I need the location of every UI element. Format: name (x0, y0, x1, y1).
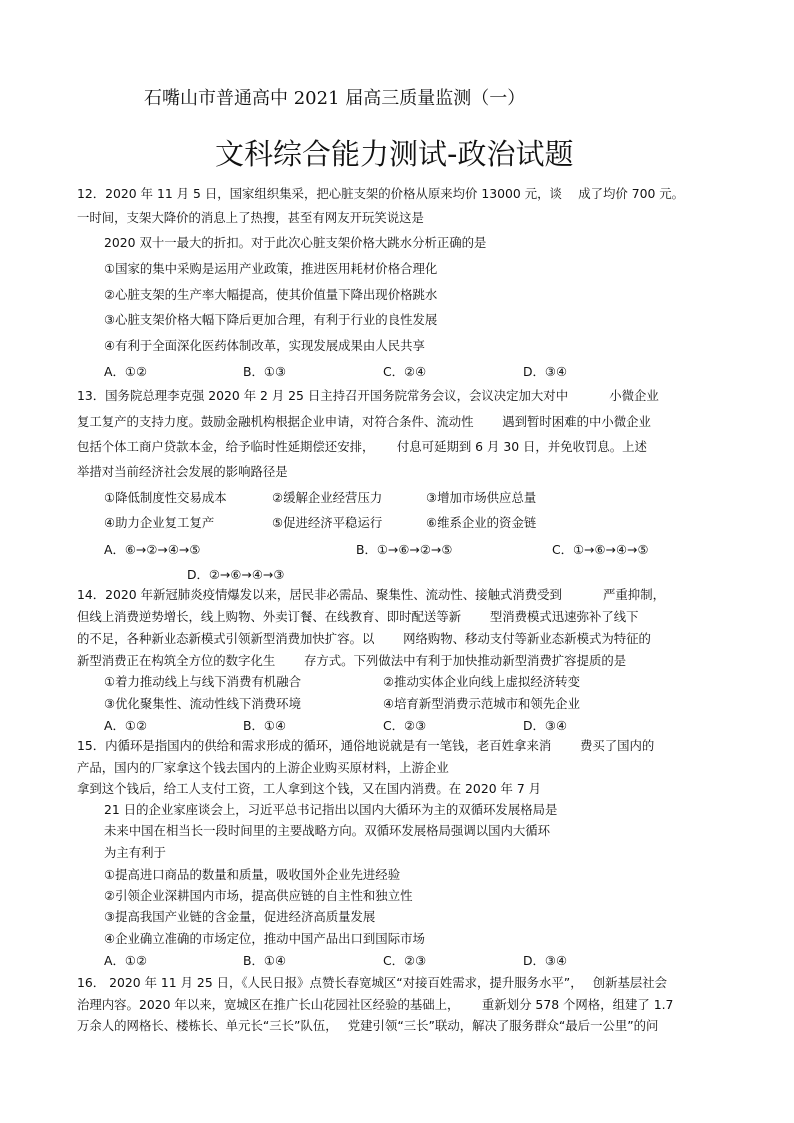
q13-line-3: 包括个体工商户贷款本金，给予临时性延期偿还安排， 付息可延期到 6 月 30 日，并免收罚息。上述 (77, 439, 647, 454)
q14-line-1: 14．2020 年新冠肺炎疫情爆发以来，居民非必需品、聚集性、流动性、接触式消费受到 严重抑制， (77, 587, 665, 602)
q12-line-1: 12．2020 年 11 月 5 日，国家组织集采，把心脏支架的价格从原来均价 13000 元，谈 成了均价 700 元。 (77, 186, 685, 201)
q14-line-3: 的不足，各种新业态新模式引领新型消费加快扩容。以 网络购物、移动支付等新业态新模式为特征的 (77, 631, 651, 646)
q15-line-6: 为主有利于 (104, 845, 166, 860)
q15-line-4: 21 日的企业家座谈会上，习近平总书记指出以国内大循环为主的双循环发展格局是 (104, 802, 558, 817)
q13-option-a: A．⑥→②→④→⑤ (104, 542, 201, 557)
q12-item-4: ④有利于全面深化医药体制改革，实现发展成果由人民共享 (104, 338, 425, 353)
q14-option-c: C．②③ (383, 718, 427, 733)
q16-line-2: 治理内容。2020 年以来，宽城区在推广长山花园社区经验的基础上， 重新划分 578 个网格，组建了 1.7 (77, 997, 674, 1012)
q15-line-3: 拿到这个钱后，给工人支付工资，工人拿到这个钱，又在国内消费。在 2020 年 7 月 (77, 781, 542, 796)
q12-item-2: ②心脏支架的生产率大幅提高，使其价值量下降出现价格跳水 (104, 287, 438, 302)
exam-subtitle: 石嘴山市普通高中 2021 届高三质量监测（一） (144, 88, 526, 109)
q12-item-3: ③心脏支架价格大幅下降后更加合理，有利于行业的良性发展 (104, 312, 438, 327)
q15-option-c: C．②③ (383, 953, 427, 968)
q13-option-c: C．①→⑥→④→⑤ (552, 542, 649, 557)
q13-line-4: 举措对当前经济社会发展的影响路径是 (77, 464, 288, 479)
q13-line-1: 13．国务院总理李克强 2020 年 2 月 25 日主持召开国务院常务会议，会议决定加大对中 小微企业 (77, 388, 659, 403)
q13-item-6: ⑥维系企业的资金链 (426, 515, 537, 530)
q16-line-3: 万余人的网格长、楼栋长、单元长“三长”队伍， 党建引领“三长”联动，解决了服务群众“最后一公里”的问 (77, 1018, 659, 1033)
q15-option-d: D．③④ (523, 953, 568, 968)
q13-item-4: ④助力企业复工复产 (104, 515, 215, 530)
q13-item-1: ①降低制度性交易成本 (104, 490, 227, 505)
q13-item-5: ⑤促进经济平稳运行 (272, 515, 383, 530)
q15-item-1: ①提高进口商品的数量和质量，吸收国外企业先进经验 (104, 867, 401, 882)
q12-line-2: 一时间，支架大降价的消息上了热搜，甚至有网友开玩笑说这是 (77, 210, 424, 225)
q14-item-2: ②推动实体企业向线上虚拟经济转变 (383, 674, 580, 689)
q15-option-a: A．①② (104, 953, 148, 968)
q12-option-d: D．③④ (523, 364, 568, 379)
q15-item-2: ②引领企业深耕国内市场，提高供应链的自主性和独立性 (104, 888, 413, 903)
q14-item-1: ①着力推动线上与线下消费有机融合 (104, 674, 301, 689)
q13-item-3: ③增加市场供应总量 (426, 490, 537, 505)
q13-option-d: D．②→⑥→④→③ (187, 567, 285, 582)
q14-item-3: ③优化聚集性、流动性线下消费环境 (104, 696, 301, 711)
q15-item-3: ③提高我国产业链的含金量，促进经济高质量发展 (104, 909, 376, 924)
q14-item-4: ④培育新型消费示范城市和领先企业 (383, 696, 580, 711)
q12-item-1: ①国家的集中采购是运用产业政策，推进医用耗材价格合理化 (104, 261, 438, 276)
q14-option-a: A．①② (104, 718, 148, 733)
q14-option-d: D．③④ (523, 718, 568, 733)
q12-option-c: C．②④ (383, 364, 427, 379)
q12-option-b: B．①③ (243, 364, 287, 379)
q13-line-2: 复工复产的支持力度。鼓励金融机构根据企业申请，对符合条件、流动性 遇到暂时困难的中小微企业 (77, 414, 651, 429)
q15-line-2: 产品，国内的厂家拿这个钱去国内的上游企业购买原材料，上游企业 (77, 760, 449, 775)
q16-line-1: 16． 2020 年 11 月 25 日，《人民日报》点赞长春宽城区“对接百姓需求，提升服务水平”， 创新基层社会 (77, 975, 668, 990)
q13-item-2: ②缓解企业经营压力 (272, 490, 383, 505)
q15-item-4: ④企业确立准确的市场定位，推动中国产品出口到国际市场 (104, 931, 425, 946)
q12-line-3: 2020 双十一最大的折扣。对于此次心脏支架价格大跳水分析正确的是 (104, 235, 487, 250)
q14-line-2: 但线上消费逆势增长，线上购物、外卖订餐、在线教育、即时配送等新 型消费模式迅速弥补了线下 (77, 609, 639, 624)
q14-line-4: 新型消费正在构筑全方位的数字化生 存方式。下列做法中有利于加快推动新型消费扩容提质的是 (77, 653, 627, 668)
q12-option-a: A．①② (104, 364, 148, 379)
exam-title: 文科综合能力测试-政治试题 (215, 137, 574, 171)
q15-line-5: 未来中国在相当长一段时间里的主要战略方向。双循环发展格局强调以国内大循环 (104, 823, 551, 838)
q15-line-1: 15．内循环是指国内的供给和需求形成的循环，通俗地说就是有一笔钱，老百姓拿来消 费买了国内的 (77, 738, 655, 753)
q14-option-b: B．①④ (243, 718, 287, 733)
q15-option-b: B．①④ (243, 953, 287, 968)
q13-option-b: B．①→⑥→②→⑤ (356, 542, 453, 557)
